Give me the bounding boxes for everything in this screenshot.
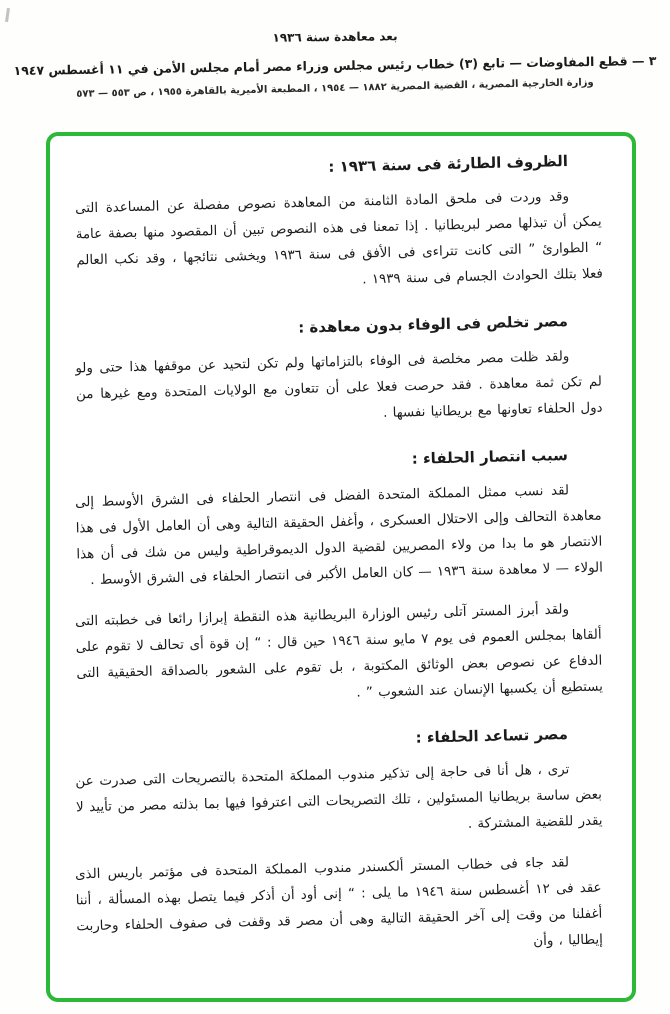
paragraph: لقد جاء فى خطاب المستر ألكسندر مندوب المملكة المتحدة فى مؤتمر باريس الذى عقد فى ١٢ أغسطس سنة ١٩٤٦ ما يلى : “ إنى أود أن أذكر فيما يتصل بهذه المسألة ، أننا أغفلنا من وقت إلى آخر الحقيقة التالية وهى أن مصر قد وقفت فى صفوف الحلفاء وحاربت إيطاليا ، وأن [74,855,604,950]
section-heading-egypt-helps-allies: مصر تساعد الحلفاء : [415,724,569,747]
source-citation: وزارة الخارجية المصرية ، القضية المصرية ١٨٨٢ — ١٩٥٤ ، المطبعة الأميرية بالقاهرة ١٩٥٥ ، ص ٥٥٣ — ٥٧٣ [76,77,594,100]
green-border-frame [46,132,636,1002]
paragraph: وقد وردت فى ملحق المادة الثامنة من المعاهدة نصوص مفصلة عن المساعدة التى يمكن أن تبذلها مصر لبريطانيا . إذا تمعنا فى هذه النصوص تبين أن المقصود منها بصفة عامة “ الطوارئ ” التى كانت تتراءى فى الأفق فى سنة ١٩٣٦ ويخشى نتائجها ، وقد نكب العالم فعلا بتلك الحوادث الجسام فى سنة ١٩٣٩ . [74,189,604,288]
running-head: بعد معاهدة سنة ١٩٣٦ [272,29,398,45]
document-title: ٣ — قطع المفاوضات — تابع (٣) خطاب رئيس مجلس وزراء مصر أمام مجلس الأمن في ١١ أغسطس ١٩٤٧ [13,52,657,79]
paragraph: ولقد أبرز المستر آتلى رئيس الوزارة البريطانية هذه النقطة إبرازا رائعا فى خطبته التى ألقاها بمجلس العموم فى يوم ٧ مايو سنة ١٩٤٦ حين قال : “ إن قوة أى تحالف لا تقوم على الدفاع عن نصوص بعض الوثائق المكتوبة ، بل تقوم على الشعور بالصداقة الحقيقية التى يستطيع أن يكسبها الإنسان عند الشعوب ” . [74,602,604,701]
document-body [50,136,632,960]
paragraph: ترى ، هل أنا فى حاجة إلى تذكير مندوب المملكة المتحدة بالتصريحات التى صدرت عن بعض ساسة بريطانيا المسئولين ، تلك التصريحات التى اعترفوا فيها بما بذلته مصر من تأييد لا يقدر للقضية المشتركة . [75,762,603,832]
paragraph: لقد نسب ممثل المملكة المتحدة الفضل فى انتصار الحلفاء فى الشرق الأوسط إلى معاهدة التحالف وإلى الاحتلال العسكرى ، وأغفل الحقيقة التالية وهى أن العامل الأول فى هذا الانتصار هو ما بدا من ولاء المصريين لقضية الدول الديموقراطية وليس من شك فى أن هذا الولاء — لا معاهدة سنة ١٩٣٦ — كان العامل الأكبر فى انتصار الحلفاء فى الشرق الأوسط . [74,483,604,589]
section-heading-emergency-circumstances-1936: الظروف الطارئة فى سنة ١٩٣٦ : [328,151,569,176]
section-heading-reason-for-allied-victory: سبب انتصار الحلفاء : [411,445,569,468]
paragraph: ولقد ظلت مصر مخلصة فى الوفاء بالتزاماتها ولم تكن لتحيد عن موقفها هذا حتى ولو لم تكن ثمة معاهدة . فقد حرصت فعلا على أن تتعاون مع الولايات المتحدة ومع غيرها من دول الحلفاء تعاونها مع بريطانيا نفسها . [75,349,603,421]
page-header [0,0,670,100]
section-heading-egypt-faithful-without-treaty: مصر تخلص فى الوفاء بدون معاهدة : [297,311,569,337]
